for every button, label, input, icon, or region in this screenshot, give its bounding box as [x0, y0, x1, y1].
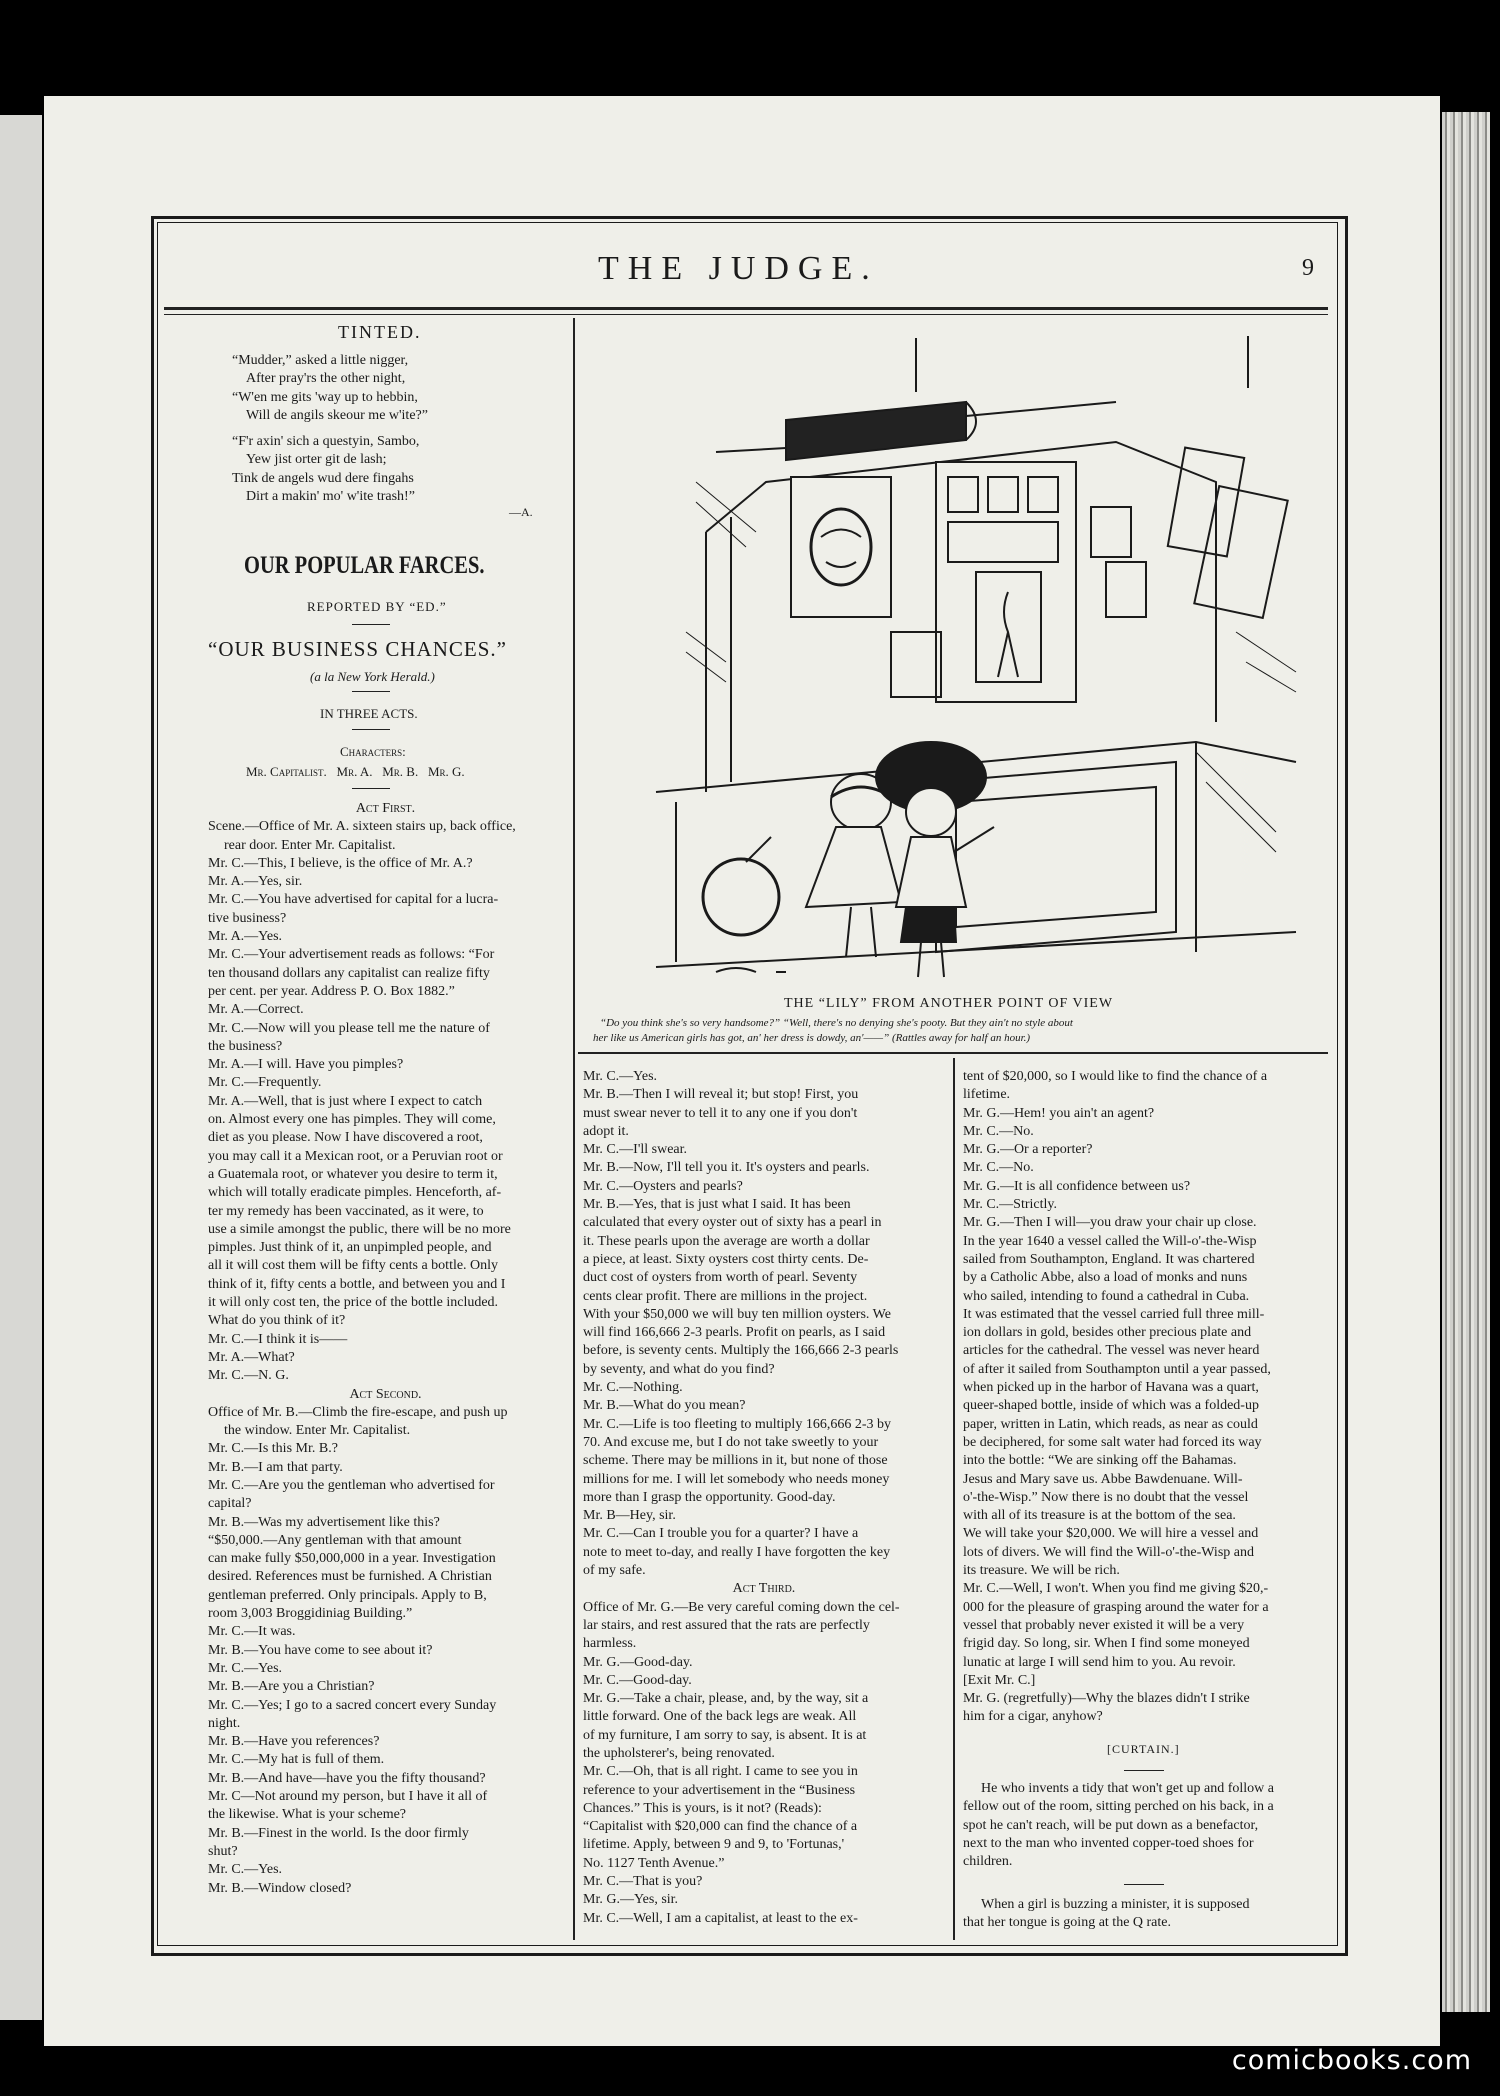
illustration-caption-line-2: her like us American girls has got, an' her dress is dowdy, an'——” (Rattles away for half an hour.)	[593, 1032, 1031, 1044]
text-line: sailed from Southampton, England. It was chartered	[963, 1251, 1255, 1267]
text-line: duct cost of oysters from worth of pearl. Seventy	[583, 1270, 858, 1286]
text-line: Mr. A.—What?	[208, 1349, 295, 1365]
text-line: Mr. C.—Yes.	[208, 1660, 283, 1676]
text-line: Mr. G.—Or a reporter?	[963, 1142, 1093, 1158]
text-line: Mr. C.—Are you the gentleman who advertised for	[208, 1477, 495, 1493]
text-line: adopt it.	[583, 1123, 629, 1139]
text-line: gentleman preferred. Only principals. Apply to B,	[208, 1587, 487, 1603]
text-line: capital?	[208, 1496, 252, 1512]
text-line: the upholsterer's, being renovated.	[583, 1745, 775, 1761]
text-line: No. 1127 Tenth Avenue.”	[583, 1855, 725, 1871]
text-line: must swear never to tell it to any one if you don't	[583, 1105, 858, 1121]
text-line: 70. And excuse me, but I do not take sweetly to your	[583, 1434, 879, 1450]
text-line: rear door. Enter Mr. Capitalist.	[224, 837, 396, 853]
paragraph-line: children.	[963, 1854, 1013, 1870]
text-line: when picked up in the harbor of Havana was a quart,	[963, 1380, 1259, 1396]
text-line: Mr. C.—Strictly.	[963, 1197, 1057, 1213]
text-line: room 3,003 Broggidiniag Building.”	[208, 1606, 413, 1622]
text-line: Mr. C.—Frequently.	[208, 1075, 322, 1091]
acts-note: IN THREE ACTS.	[320, 706, 418, 721]
text-line: Mr. G.—Hem! you ain't an agent?	[963, 1105, 1155, 1121]
text-line: Mr. G.—Take a chair, please, and, by the way, sit a	[583, 1691, 869, 1707]
text-line: Mr. C.—Life is too fleeting to multiply 166,666 2-3 by	[583, 1416, 891, 1432]
text-line: Act First.	[355, 801, 416, 816]
text-line: tent of $20,000, so I would like to find the chance of a	[963, 1069, 1268, 1084]
text-line: What do you think of it?	[208, 1313, 346, 1329]
text-line: Mr. B.—Window closed?	[208, 1880, 352, 1896]
paragraph-q-rate	[963, 1896, 1329, 1933]
text-line: lifetime.	[963, 1087, 1011, 1103]
paragraph-line: next to the man who invented copper-toed shoes for	[963, 1835, 1254, 1851]
text-line: can make fully $50,000,000 in a year. Investigation	[208, 1551, 496, 1567]
poem-body	[232, 352, 562, 506]
text-line: It was estimated that the vessel carried full three mill-	[963, 1306, 1265, 1322]
poem-line: “F'r axin' sich a questyin, Sambo,	[232, 434, 420, 450]
text-line: per cent. per year. Address P. O. Box 1882.”	[208, 983, 455, 999]
text-line: by seventy, and what do you find?	[583, 1361, 775, 1377]
characters-label: Characters:	[340, 744, 406, 759]
text-line: him for a cigar, anyhow?	[963, 1709, 1103, 1725]
text-line: Mr. G.—Good-day.	[583, 1654, 693, 1670]
paragraph-line: spot he can't reach, will be put down as a benefactor,	[963, 1817, 1259, 1833]
text-line: Office of Mr. B.—Climb the fire-escape, and push up	[208, 1404, 508, 1420]
text-line: the window. Enter Mr. Capitalist.	[224, 1423, 411, 1439]
poem-line: “W'en me gits 'way up to hebbin,	[232, 389, 418, 405]
text-line: Mr. C.—Yes; I go to a sacred concert every Sunday	[208, 1697, 497, 1713]
text-line: will find 166,666 2-3 pearls. Profit on pearls, as I said	[583, 1325, 886, 1341]
poem-line: Will de angils skeour me w'ite?”	[246, 407, 428, 423]
text-line: “Capitalist with $20,000 can find the chance of a	[583, 1819, 858, 1835]
illustration-caption-line-1: “Do you think she's so very handsome?” “Well, there's no denying she's pooty. But they ain't no style about	[600, 1017, 1073, 1029]
text-line: little forward. One of the back legs are weak. All	[583, 1709, 857, 1725]
text-line: all it will cost them will be fifty cents a bottle. Only	[208, 1258, 499, 1274]
lily-illustration	[636, 332, 1316, 987]
paragraph-line: fellow out of the room, sitting perched on his back, in a	[963, 1799, 1274, 1815]
text-line: Mr. B.—Are you a Christian?	[208, 1679, 375, 1695]
text-line: night.	[208, 1715, 241, 1731]
text-line: Mr. C.—Is this Mr. B.?	[208, 1441, 338, 1457]
text-line: 000 for the pleasure of grasping around the water for a	[963, 1599, 1269, 1615]
text-line: the business?	[208, 1038, 283, 1054]
text-line: millions for me. I will let somebody who needs money	[583, 1471, 890, 1487]
characters-list: Mr. Capitalist. Mr. A. Mr. B. Mr. G.	[246, 764, 465, 779]
text-line: Mr. G.—Then I will—you draw your chair up close.	[963, 1215, 1257, 1231]
column-divider-left	[573, 318, 575, 1940]
text-line: Mr. G.—Yes, sir.	[583, 1892, 679, 1908]
poem-line: Dirt a makin' mo' w'ite trash!”	[246, 489, 415, 505]
text-line: Scene.—Office of Mr. A. sixteen stairs up, back office,	[208, 819, 516, 835]
poem-line: After pray'rs the other night,	[246, 371, 406, 387]
text-line: [Exit Mr. C.]	[963, 1672, 1036, 1688]
text-line: Mr. C.—Now will you please tell me the nature of	[208, 1020, 490, 1036]
text-line: a Guatemala root, or whatever you desire to term it,	[208, 1166, 498, 1182]
text-line: Mr. C.—Yes.	[208, 1862, 283, 1878]
text-line: Mr. C.—Well, I won't. When you find me giving $20,-	[963, 1581, 1269, 1597]
page-number: 9	[1302, 255, 1314, 281]
short-rule	[352, 729, 390, 730]
text-line: Mr. G. (regretfully)—Why the blazes didn't I strike	[963, 1691, 1250, 1707]
text-line: articles for the cathedral. The vessel was never heard	[963, 1343, 1260, 1359]
text-line: Mr. C.—I think it is——	[208, 1331, 348, 1347]
text-line: shut?	[208, 1843, 238, 1859]
short-rule	[352, 691, 390, 692]
text-line: Mr. A.—I will. Have you pimples?	[208, 1057, 404, 1073]
text-line: Mr. C.—Nothing.	[583, 1380, 683, 1396]
text-line: Mr. B.—Now, I'll tell you it. It's oysters and pearls.	[583, 1160, 870, 1176]
text-line: Mr. C.—No.	[963, 1123, 1034, 1139]
previous-page-edge	[0, 115, 42, 2020]
curtain-note: [CURTAIN.]	[1107, 1742, 1180, 1756]
text-line: We will take your $20,000. We will hire a vessel and	[963, 1526, 1259, 1542]
text-line: Mr. B—Hey, sir.	[583, 1508, 676, 1524]
paragraph-line: He who invents a tidy that won't get up and follow a	[981, 1781, 1274, 1796]
text-line: Mr. B.—And have—have you the fifty thousand?	[208, 1770, 486, 1786]
section-title: OUR POPULAR FARCES.	[244, 552, 485, 579]
text-line: note to meet to-day, and really I have forgotten the key	[583, 1544, 891, 1560]
text-line: more than I grasp the opportunity. Good-day.	[583, 1489, 836, 1505]
column-3-text	[963, 1068, 1329, 1727]
text-line: In the year 1640 a vessel called the Will-o'-the-Wisp	[963, 1233, 1257, 1249]
text-line: Mr. C—Not around my person, but I have it all of	[208, 1789, 488, 1805]
text-line: diet as you please. Now I have discovered a root,	[208, 1130, 483, 1146]
text-line: Mr. C.—It was.	[208, 1624, 296, 1640]
text-line: Mr. C.—Can I trouble you for a quarter? I have a	[583, 1526, 859, 1542]
text-line: Mr. C.—Your advertisement reads as follows: “For	[208, 947, 495, 963]
poem-line: Yew jist orter git de lash;	[246, 452, 387, 468]
text-line: vessel that probably never existed it will be a very	[963, 1617, 1245, 1633]
text-line: with all of its treasure is at the bottom of the sea.	[963, 1508, 1236, 1524]
book-page-stack	[1442, 112, 1490, 2012]
header-rule	[164, 307, 1328, 310]
text-line: Jesus and Mary save us. Abbe Bawdenuane. Will-	[963, 1471, 1243, 1487]
text-line: desired. References must be furnished. A Christian	[208, 1569, 492, 1585]
text-line: Mr. B.—You have come to see about it?	[208, 1642, 433, 1658]
text-line: lar stairs, and rest assured that the rats are perfectly	[583, 1617, 870, 1633]
short-rule	[352, 624, 390, 625]
column-divider-right	[953, 1058, 955, 1940]
text-line: who sailed, intending to found a cathedral in Cuba.	[963, 1288, 1250, 1304]
text-line: frigid day. So long, sir. When I find some moneyed	[963, 1636, 1250, 1652]
text-line: into the bottle: “We are sinking off the Bahamas.	[963, 1453, 1237, 1469]
text-line: Mr. A.—Correct.	[208, 1002, 304, 1018]
short-rule	[1124, 1770, 1164, 1771]
text-line: Act Second.	[349, 1386, 422, 1402]
text-line: scheme. There may be millions in it, but none of those	[583, 1453, 888, 1469]
text-line: Chances.” This is yours, is it not? (Reads):	[583, 1800, 822, 1816]
header-rule-thin	[164, 314, 1328, 315]
text-line: “$50,000.—Any gentleman with that amount	[208, 1532, 462, 1548]
illustration-bottom-rule	[578, 1052, 1328, 1054]
text-line: Mr. B.—Yes, that is just what I said. It has been	[583, 1197, 851, 1213]
text-line: think of it, fifty cents a bottle, and between you and I	[208, 1276, 506, 1292]
text-line: Mr. B.—Was my advertisement like this?	[208, 1514, 440, 1530]
text-line: on. Almost every one has pimples. They will come,	[208, 1112, 496, 1128]
text-line: queer-shaped bottle, inside of which was a folded-up	[963, 1398, 1259, 1414]
text-line: Mr. C.—This, I believe, is the office of Mr. A.?	[208, 855, 473, 871]
text-line: Office of Mr. G.—Be very careful coming down the cel-	[583, 1599, 900, 1615]
text-line: of my furniture, I am sorry to say, is absent. It is at	[583, 1727, 867, 1743]
poem-title: TINTED.	[338, 322, 422, 342]
text-line: o'-the-Wisp.” Now there is no doubt that the vessel	[963, 1489, 1249, 1505]
paragraph-line: that her tongue is going at the Q rate.	[963, 1915, 1171, 1931]
text-line: Mr. C.—No.	[963, 1160, 1034, 1176]
watermark-text: comicbooks.com	[1231, 2045, 1472, 2076]
text-line: Mr. A.—Well, that is just where I expect to catch	[208, 1093, 483, 1109]
text-line: by a Catholic Abbe, also a load of monks and nuns	[963, 1270, 1248, 1286]
poem-line: “Mudder,” asked a little nigger,	[232, 353, 409, 368]
text-line: ion dollars in gold, besides other precious plate and	[963, 1325, 1252, 1341]
text-line: With your $50,000 we will buy ten million oysters. We	[583, 1306, 891, 1322]
column-2-text	[583, 1068, 945, 1928]
text-line: reference to your advertisement in the “Business	[583, 1782, 856, 1798]
text-line: pimples. Just think of it, an unpimpled people, and	[208, 1240, 492, 1256]
text-line: ten thousand dollars any capitalist can realize fifty	[208, 965, 490, 981]
text-line: Mr. B.—Then I will reveal it; but stop! First, you	[583, 1087, 859, 1103]
text-line: Mr. C.—Oysters and pearls?	[583, 1178, 743, 1194]
text-line: Mr. C.—Yes.	[583, 1069, 658, 1084]
text-line: of after it sailed from Southampton until a year passed,	[963, 1361, 1271, 1377]
text-line: its treasure. We will be rich.	[963, 1563, 1120, 1579]
text-line: Mr. B.—Have you references?	[208, 1734, 380, 1750]
text-line: be deciphered, for some salt water had forced its way	[963, 1434, 1262, 1450]
text-line: before, is seventy cents. Multiply the 166,666 2-3 pearls	[583, 1343, 899, 1359]
text-line: Mr. C.—I'll swear.	[583, 1142, 688, 1158]
text-line: ter my remedy has been vaccinated, as it were, to	[208, 1203, 484, 1219]
text-line: Mr. B.—What do you mean?	[583, 1398, 746, 1414]
poem-signature: —A.	[509, 505, 533, 519]
text-line: Mr. A.—Yes.	[208, 929, 283, 945]
text-line: Act Third.	[732, 1581, 796, 1597]
paragraph-line: When a girl is buzzing a minister, it is supposed	[981, 1897, 1250, 1912]
paragraph-tidy	[963, 1780, 1329, 1871]
text-line: calculated that every oyster out of sixty has a pearl in	[583, 1215, 882, 1231]
text-line: Mr. B.—Finest in the world. Is the door firmly	[208, 1825, 469, 1841]
text-line: Mr. C.—You have advertised for capital for a lucra-	[208, 892, 499, 908]
text-line: Mr. C.—Oh, that is all right. I came to see you in	[583, 1764, 858, 1780]
poem-line: Tink de angels wud dere fingahs	[232, 470, 414, 486]
illustration-caption-title: THE “LILY” FROM ANOTHER POINT OF VIEW	[784, 996, 1114, 1011]
reported-by: REPORTED BY “ED.”	[307, 599, 447, 614]
text-line: harmless.	[583, 1636, 637, 1652]
text-line: lots of divers. We will find the Will-o'-the-Wisp and	[963, 1544, 1254, 1560]
text-line: Mr. B.—I am that party.	[208, 1459, 343, 1475]
text-line: Mr. G.—It is all confidence between us?	[963, 1178, 1191, 1194]
text-line: Mr. C.—N. G.	[208, 1368, 289, 1384]
text-line: it. These pearls upon the average are worth a dollar	[583, 1233, 870, 1249]
text-line: use a simile amongst the public, there will be no more	[208, 1221, 511, 1237]
column-1-text	[208, 800, 563, 1898]
text-line: tive business?	[208, 910, 287, 926]
text-line: Mr. C.—That is you?	[583, 1874, 703, 1890]
text-line: cents clear profit. There are millions in the project.	[583, 1288, 868, 1304]
text-line: lifetime. Apply, between 9 and 9, to 'Fortunas,'	[583, 1837, 845, 1853]
short-rule	[352, 788, 390, 789]
text-line: you may call it a Mexican root, or a Peruvian root or	[208, 1148, 503, 1164]
text-line: lunatic at large I will send him to you. Au revoir.	[963, 1654, 1236, 1670]
text-line: a piece, at least. Sixty oysters cost thirty cents. De-	[583, 1251, 869, 1267]
text-line: Mr. C.—Good-day.	[583, 1672, 692, 1688]
text-line: Mr. C.—My hat is full of them.	[208, 1752, 385, 1768]
text-line: paper, written in Latin, which reads, as near as could	[963, 1416, 1258, 1432]
masthead-title: THE JUDGE.	[598, 250, 879, 287]
text-line: it will only cost ten, the price of the bottle included.	[208, 1295, 499, 1311]
text-line: of my safe.	[583, 1563, 646, 1579]
text-line: the likewise. What is your scheme?	[208, 1807, 407, 1823]
text-line: Mr. A.—Yes, sir.	[208, 874, 303, 890]
short-rule	[1124, 1884, 1164, 1885]
play-subtitle: (a la New York Herald.)	[310, 669, 435, 684]
play-title: “OUR BUSINESS CHANCES.”	[208, 637, 507, 661]
text-line: Mr. C.—Well, I am a capitalist, at least to the ex-	[583, 1910, 858, 1926]
text-line: which will totally eradicate pimples. Henceforth, af-	[208, 1185, 502, 1201]
